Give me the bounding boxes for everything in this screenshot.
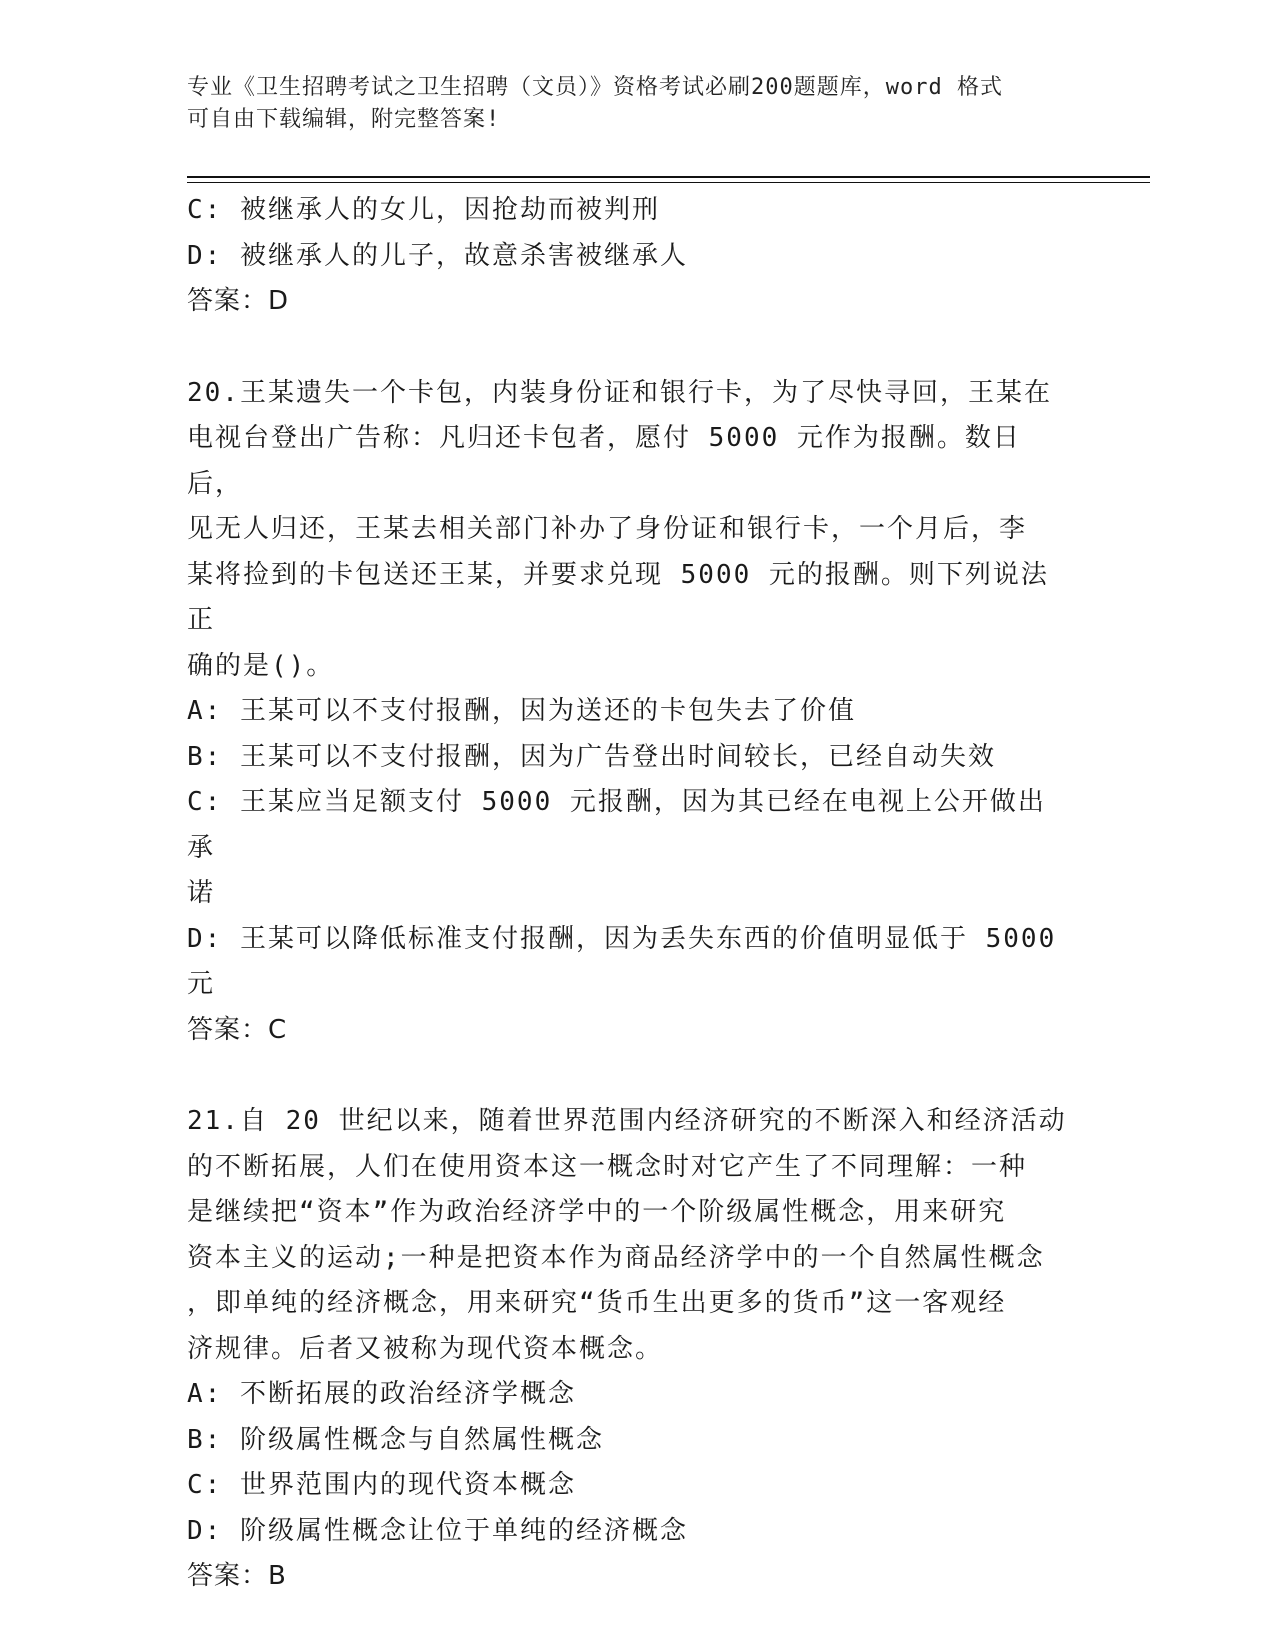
header-divider-thin <box>187 182 1150 183</box>
question-20-option-a: A: 王某可以不支付报酬，因为送还的卡包失去了价值 <box>187 696 856 726</box>
spacer <box>187 1053 1072 1099</box>
question-21-stem-line: 是继续把“资本”作为政治经济学中的一个阶级属性概念，用来研究 <box>187 1197 1007 1227</box>
question-20-stem-line: 20.王某遗失一个卡包，内装身份证和银行卡，为了尽快寻回，王某在 <box>187 377 1052 408</box>
question-20-stem-line: 确的是()。 <box>187 650 335 681</box>
header-divider-thick <box>187 176 1150 178</box>
header-title-line-1: 专业《卫生招聘考试之卫生招聘（文员）》资格考试必刷200题题库，word 格式 <box>187 75 1003 100</box>
question-20-option-d-line: 元 <box>187 969 216 999</box>
question-20-option-c <box>187 780 1072 917</box>
header-title-line-2: 可自由下载编辑，附完整答案! <box>187 107 501 132</box>
spacer <box>187 325 1072 371</box>
prev-answer: 答案：D <box>187 286 290 316</box>
question-20-option-d <box>187 917 1072 1008</box>
question-21-stem-line: 济规律。后者又被称为现代资本概念。 <box>187 1333 664 1364</box>
question-21-option-b: B: 阶级属性概念与自然属性概念 <box>187 1424 604 1455</box>
question-21-option-d: D: 阶级属性概念让位于单纯的经济概念 <box>187 1515 688 1546</box>
question-20-option-d-line: D: 王某可以降低标准支付报酬，因为丢失东西的价值明显低于 5000 <box>187 923 1057 954</box>
question-21 <box>187 1099 1072 1600</box>
question-21-stem <box>187 1099 1072 1372</box>
prev-question-tail <box>187 188 1072 325</box>
question-20-option-c-line: 诺 <box>187 878 216 908</box>
question-21-option-a: A: 不断拓展的政治经济学概念 <box>187 1379 576 1409</box>
question-21-stem-line: ，即单纯的经济概念，用来研究“货币生出更多的货币”这一客观经 <box>187 1288 1007 1318</box>
question-20-answer: 答案：C <box>187 1014 288 1045</box>
prev-option-c: C: 被继承人的女儿，因抢劫而被判刑 <box>187 195 660 225</box>
question-20-stem-line: 电视台登出广告称：凡归还卡包者，愿付 5000 元作为报酬。数日后， <box>187 423 1021 499</box>
question-20-stem-line: 见无人归还，王某去相关部门补办了身份证和银行卡，一个月后，李 <box>187 514 1028 544</box>
question-21-stem-line: 21.自 20 世纪以来，随着世界范围内经济研究的不断深入和经济活动 <box>187 1106 1067 1136</box>
question-21-answer: 答案：B <box>187 1561 287 1591</box>
question-20-stem-line: 某将捡到的卡包送还王某，并要求兑现 5000 元的报酬。则下列说法正 <box>187 559 1049 635</box>
question-21-stem-line: 资本主义的运动;一种是把资本作为商品经济学中的一个自然属性概念 <box>187 1242 1045 1273</box>
question-20-option-b: B: 王某可以不支付报酬，因为广告登出时间较长，已经自动失效 <box>187 741 996 772</box>
document-header <box>187 72 1087 136</box>
question-21-stem-line: 的不断拓展，人们在使用资本这一概念时对它产生了不同理解：一种 <box>187 1151 1028 1182</box>
question-20-option-c-line: C: 王某应当足额支付 5000 元报酬，因为其已经在电视上公开做出承 <box>187 787 1046 863</box>
document-body <box>187 188 1072 1600</box>
prev-option-d: D: 被继承人的儿子，故意杀害被继承人 <box>187 240 688 271</box>
question-20-stem <box>187 371 1072 690</box>
question-20 <box>187 371 1072 1054</box>
question-21-option-c: C: 世界范围内的现代资本概念 <box>187 1470 576 1500</box>
